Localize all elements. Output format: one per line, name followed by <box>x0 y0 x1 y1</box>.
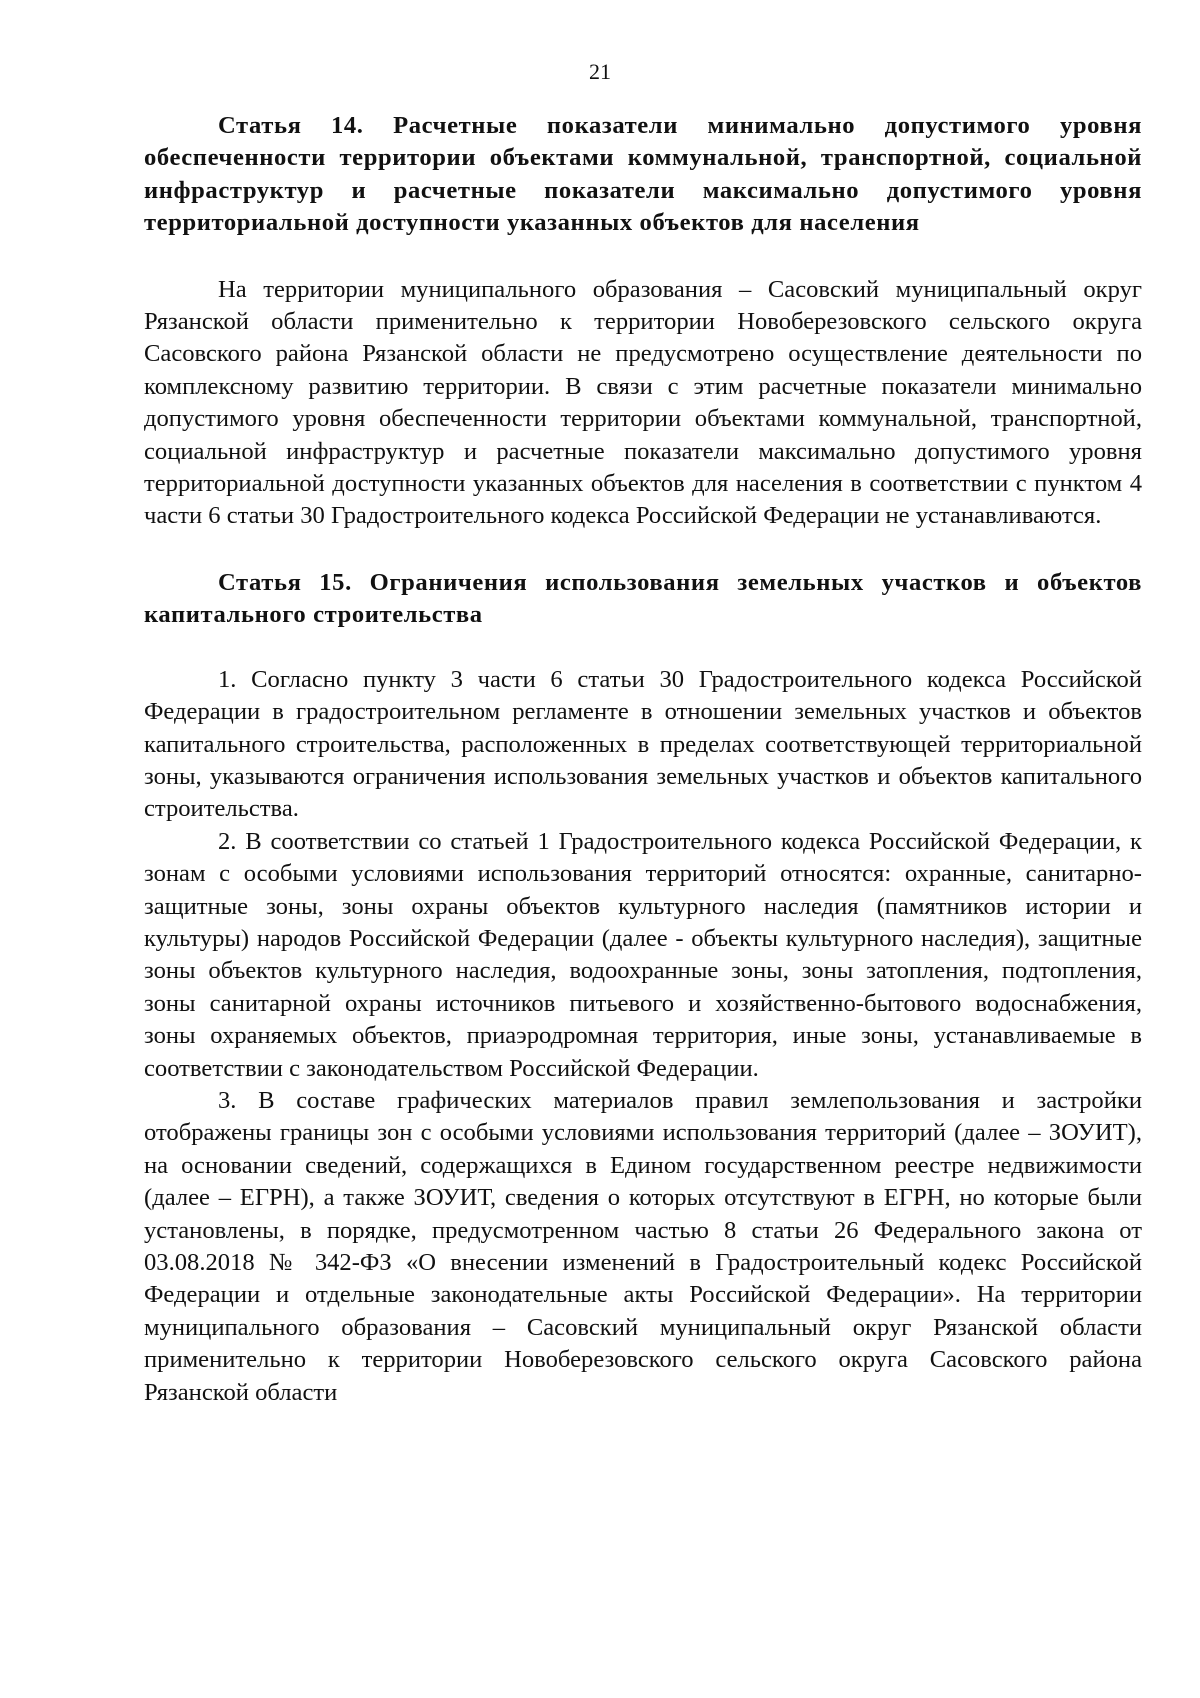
article-15-paragraph-3: 3. В составе графических материалов правил землепользования и застройки отображены границы зон с особыми условиями использования территорий (далее – ЗОУИТ), на основании сведений, содержащихся в Едином государственном реестре недвижимости (далее – ЕГРН), а также ЗОУИТ, сведения о которых отсутствуют в ЕГРН, но которые были установлены, в порядке, предусмотренном частью 8 статьи 26 Федерального закона от 03.08.2018 № 342-ФЗ «О внесении изменений в Градостроительный кодекс Российской Федерации и отдельные законодательные акты Российской Федерации». На территории муниципального образования – Сасовский муниципальный округ Рязанской области применительно к территории Новоберезовского сельского округа Сасовского района Рязанской области <box>144 1086 1142 1406</box>
spacer <box>144 533 1142 567</box>
article-15-paragraph-1: 1. Согласно пункту 3 части 6 статьи 30 Градостроительного кодекса Российской Федерации в градостроительном регламенте в отношении земельных участков и объектов капитального строительства, расположенных в пределах соответствующей территориальной зоны, указываются ограничения использования земельных участков и объектов капитального строительства. <box>144 665 1142 823</box>
document-body <box>144 110 1142 1409</box>
spacer <box>144 240 1142 274</box>
article-14-heading: Статья 14. Расчетные показатели минимально допустимого уровня обеспеченности территории объектами коммунальной, транспортной, социальной инфраструктур и расчетные показатели максимально допустимого уровня территориальной доступности указанных объектов для населения <box>144 112 1142 237</box>
article-15-heading: Статья 15. Ограничения использования земельных участков и объектов капитального строительства <box>144 568 1142 629</box>
page-number: 21 <box>589 59 611 84</box>
article-15-paragraph-2: 2. В соответствии со статьей 1 Градостроительного кодекса Российской Федерации, к зонам с особыми условиями использования территорий относятся: охранные, санитарно-защитные зоны, зоны охраны объектов культурного наследия (памятников истории и культуры) народов Российской Федерации (далее - объекты культурного наследия), защитные зоны объектов культурного наследия, водоохранные зоны, зоны затопления, подтопления, зоны санитарной охраны источников питьевого и хозяйственно-бытового водоснабжения, зоны охраняемых объектов, приаэродромная территория, иные зоны, устанавливаемые в соответствии с законодательством Российской Федерации. <box>144 827 1142 1082</box>
article-14-paragraph: На территории муниципального образования – Сасовский муниципальный округ Рязанской области применительно к территории Новоберезовского сельского округа Сасовского района Рязанской области не предусмотрено осуществление деятельности по комплексному развитию территории. В связи с этим расчетные показатели минимально допустимого уровня обеспеченности территории объектами коммунальной, транспортной, социальной инфраструктур и расчетные показатели максимально допустимого уровня территориальной доступности указанных объектов для населения в соответствии с пунктом 4 части 6 статьи 30 Градостроительного кодекса Российской Федерации не устанавливаются. <box>144 275 1142 530</box>
spacer <box>144 632 1142 664</box>
